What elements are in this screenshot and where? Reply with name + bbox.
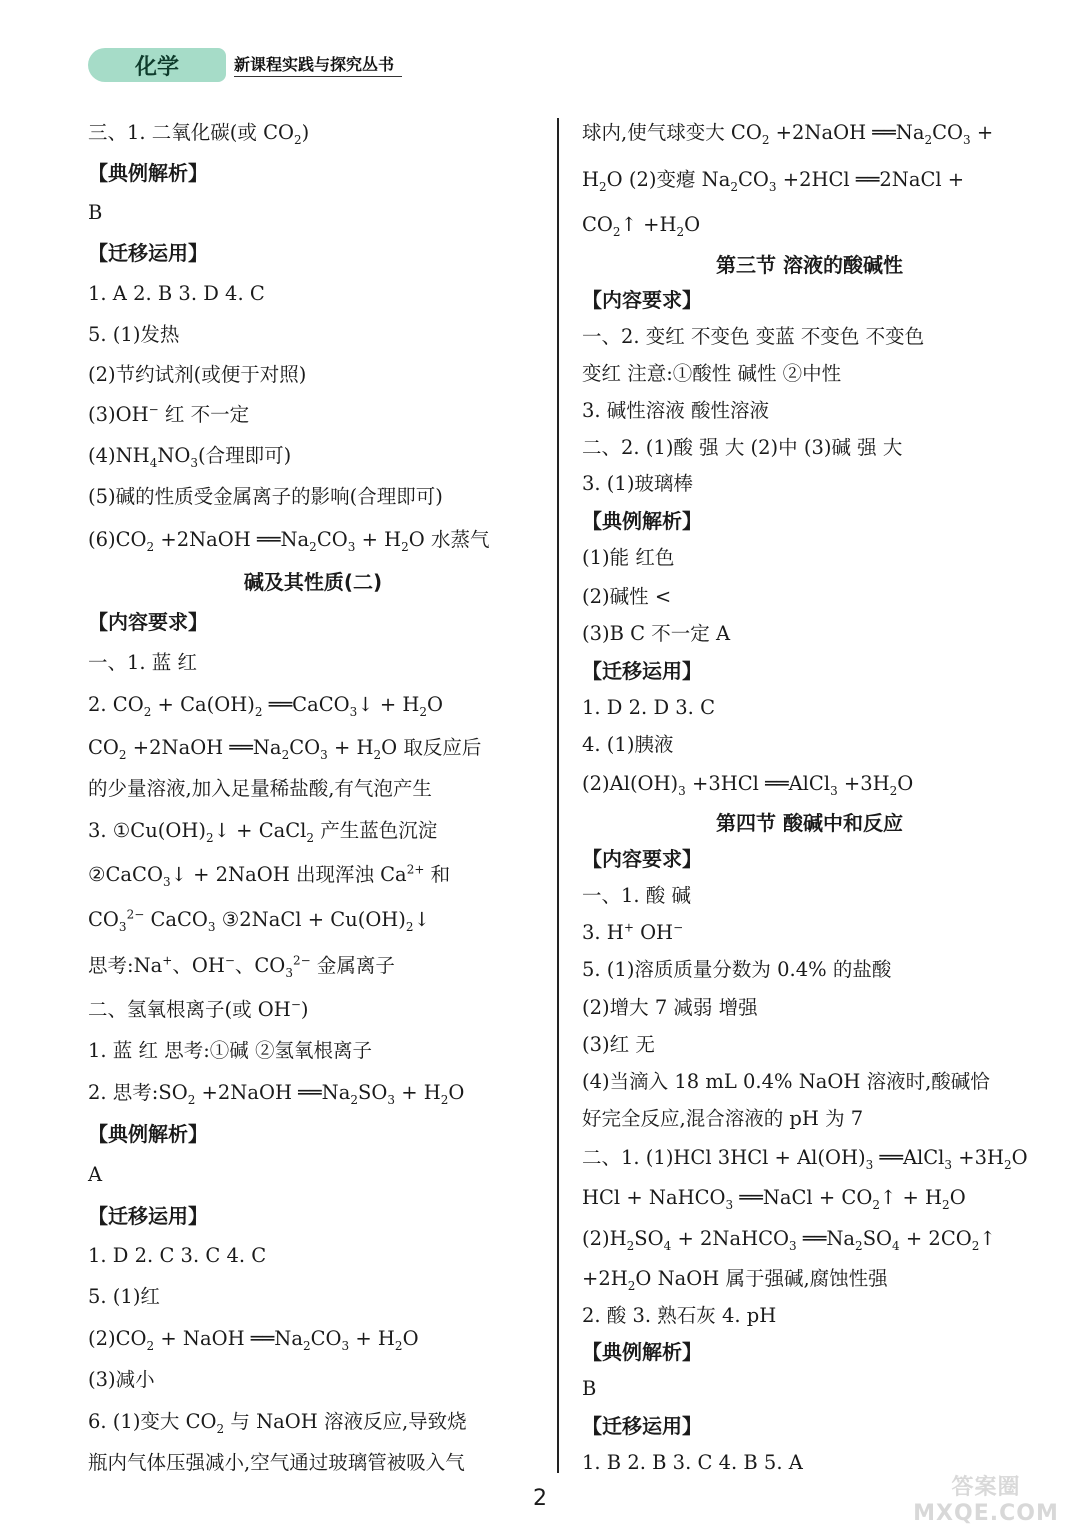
section-label: 【典例解析】 [582,509,702,533]
answer-line: 思考:Na+、OH−、$CO_3^{2-}$ 金属离子 [88,953,395,980]
answer-line: $CO_2$ +2NaOH $══Na_2CO_3 + H_2O$ 取反应后 [88,736,482,762]
header-underline [234,76,402,77]
section-label: 【迁移运用】 [88,241,208,265]
section-heading: 碱及其性质(二) [243,570,383,594]
section-label: 【典例解析】 [582,1340,702,1364]
answer-line: 3. H+ OH− [582,920,684,944]
answer-line: 变红 注意:①酸性 碱性 ②中性 [582,362,842,385]
answer-line: $(2)CO_2$ + NaOH $══Na_2CO_3 + H_2O$ [88,1327,419,1353]
answer-line: 一、2. 变红 不变色 变蓝 不变色 不变色 [582,325,925,348]
section-label: 【迁移运用】 [582,1414,702,1438]
watermark-logo: 答案圈 MXQE.COM [913,1475,1059,1526]
answer-line: 2. 酸 3. 熟石灰 4. pH [582,1304,777,1327]
answer-line: (2)节约试剂(或便于对照) [88,363,307,386]
answer-line: 的少量溶液,加入足量稀盐酸,有气泡产生 [88,777,432,800]
section-label: 【典例解析】 [88,161,208,185]
answer-line: 1. B 2. B 3. C 4. B 5. A [582,1451,803,1474]
section-label: 【典例解析】 [88,1122,208,1146]
answer-line: 三、1. 二氧化碳(或 $CO_2$) [88,121,310,147]
answer-line: 二、2. (1)酸 强 大 (2)中 (3)碱 强 大 [582,436,903,459]
answer-line: (3)OH− 红 不一定 [88,402,250,426]
answer-line: 2. $CO_2 + Ca(OH)_2$ ══CaCO$_3$↓ + $H_2O$ [88,693,444,719]
answer-line: 6. (1)变大 $CO_2$ 与 NaOH 溶液反应,导致烧 [88,1410,467,1436]
section-label: 【内容要求】 [582,288,702,312]
answer-line: $CO_3^{2-}$ CaCO$_3$ ③2NaCl + $Cu(OH)_2↓$ [88,907,430,934]
answer-line: 3. (1)玻璃棒 [582,472,693,495]
answer-line: (2)碱性 < [582,585,672,608]
answer-line: 1. D 2. C 3. C 4. C [88,1244,267,1267]
answer-line: 1. A 2. B 3. D 4. C [88,282,265,305]
answer-line: $(2)Al(OH)_3 +3HCl$ ══AlCl$_3$ $+3H_2O$ [582,772,914,798]
answer-line: ②CaCO$_3$↓ + 2NaOH 出现浑浊 $Ca^{2+}$ 和 [88,862,451,889]
section-label: 【迁移运用】 [88,1204,208,1228]
answer-line: $(4)NH_4NO_3$(合理即可) [88,444,292,470]
answer-line: 好完全反应,混合溶液的 pH 为 7 [582,1107,864,1130]
answer-line: $(6)CO_2$ +2NaOH $══Na_2CO_3 + H_2O$ 水蒸气 [88,528,490,554]
answer-line: 4. (1)胰液 [582,733,674,756]
answer-line: $+2H_2O$ NaOH 属于强碱,腐蚀性强 [582,1267,888,1293]
answer-line: 3. $①Cu(OH)_2↓$ + CaCl$_2$ 产生蓝色沉淀 [88,819,438,845]
page-header [88,44,408,84]
subject-tab: 化学 [88,48,226,82]
answer-line: $H_2O$ (2)变瘪 $Na_2CO_3 +2HCl$ ══2NaCl + [582,168,965,194]
answer-line: A [88,1163,103,1186]
answer-line: 3. 碱性溶液 酸性溶液 [582,399,770,422]
answer-line: HCl + NaHCO$_3$ ══NaCl + $CO_2↑ + H_2O$ [582,1186,966,1212]
answer-line: (3)红 无 [582,1033,655,1056]
answer-line: (1)能 红色 [582,546,675,569]
answer-line: $(2)H_2SO_4$ + 2NaHCO$_3$ $══Na_2SO_4$ + $2CO_2↑$ [582,1227,996,1253]
answer-line: (2)增大 7 减弱 增强 [582,996,758,1019]
answer-line: B [88,201,103,224]
answer-line: $CO_2↑ +H_2O$ [582,213,701,239]
answer-line: 5. (1)红 [88,1285,160,1308]
answer-line: 一、1. 酸 碱 [582,884,692,907]
answer-line: (3)减小 [88,1368,155,1391]
answer-line: 1. 蓝 红 思考:①碱 ②氢氧根离子 [88,1039,372,1062]
page-number: 2 [533,1486,547,1511]
answer-line: 5. (1)发热 [88,323,180,346]
answer-line: 二、1. (1)HCl $3HCl + Al(OH)_3$ ══AlCl$_3$ $+3H_2O$ [582,1146,1028,1172]
answer-line: B [582,1377,597,1400]
answer-line: 2. 思考$:SO_2$ +2NaOH $══Na_2SO_3 + H_2O$ [88,1081,465,1107]
section-label: 【内容要求】 [582,847,702,871]
series-title: 新课程实践与探究丛书 [234,55,395,74]
answer-line: (3)B C 不一定 A [582,622,731,645]
answer-line: (5)碱的性质受金属离子的影响(合理即可) [88,485,443,508]
answer-line: 一、1. 蓝 红 [88,651,198,674]
answer-line: 瓶内气体压强减小,空气通过玻璃管被吸入气 [88,1451,465,1474]
section-label: 【内容要求】 [88,610,208,634]
answer-line: 5. (1)溶质质量分数为 0.4% 的盐酸 [582,958,892,981]
section-label: 【迁移运用】 [582,659,702,683]
answer-line: 二、氢氧根离子(或 OH−) [88,997,309,1021]
answer-line: (4)当滴入 18 mL 0.4% NaOH 溶液时,酸碱恰 [582,1070,990,1093]
section-heading: 第四节 酸碱中和反应 [716,811,903,835]
section-heading: 第三节 溶液的酸碱性 [716,253,903,277]
column-divider [557,118,559,1473]
answer-line: 球内,使气球变大 $CO_2$ +2NaOH $══Na_2CO_3$ + [582,121,994,147]
answer-line: 1. D 2. D 3. C [582,696,715,719]
